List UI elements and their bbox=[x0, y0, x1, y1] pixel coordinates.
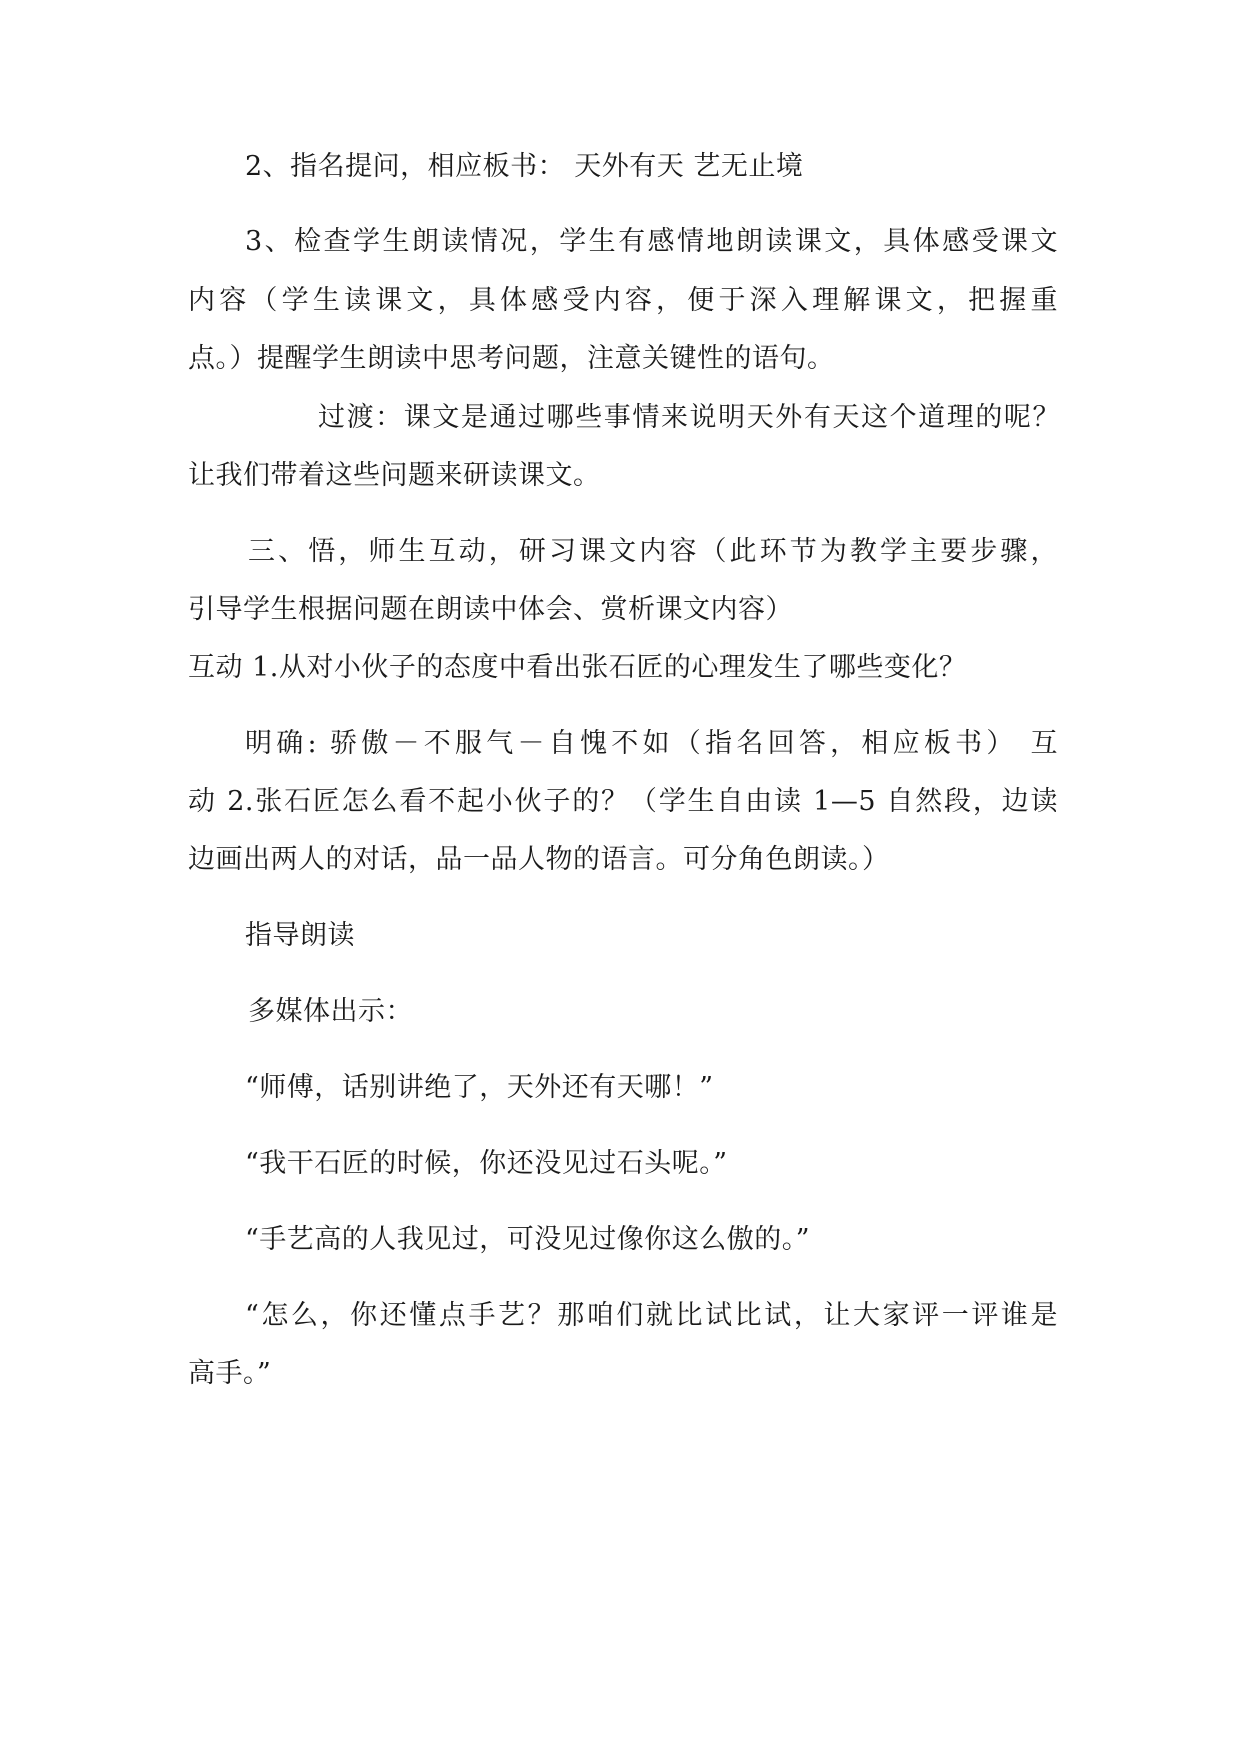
text-line: 动 2.张石匠怎么看不起小伙子的？（学生自由读 1—5 自然段，边读 bbox=[188, 786, 1058, 817]
text-line: 三、悟，师生互动，研习课文内容（此环节为教学主要步骤， bbox=[248, 536, 1058, 567]
text-line: 高手。” bbox=[188, 1358, 272, 1389]
text-line: 内容（学生读课文，具体感受内容，便于深入理解课文，把握重 bbox=[188, 285, 1058, 316]
text-line: “手艺高的人我见过，可没见过像你这么傲的。” bbox=[245, 1224, 811, 1255]
text-line: “怎么，你还懂点手艺？那咱们就比试比试，让大家评一评谁是 bbox=[245, 1300, 1058, 1331]
text-line: 引导学生根据问题在朗读中体会、赏析课文内容） bbox=[188, 594, 793, 625]
text-line: 指导朗读 bbox=[245, 920, 355, 951]
text-line: 边画出两人的对话，品一品人物的语言。可分角色朗读。） bbox=[188, 844, 890, 875]
text-line: “我干石匠的时候，你还没见过石头呢。” bbox=[245, 1148, 728, 1179]
text-line: 互动 1.从对小伙子的态度中看出张石匠的心理发生了哪些变化？ bbox=[188, 652, 967, 683]
text-line: 让我们带着这些问题来研读课文。 bbox=[188, 460, 601, 491]
text-line: 过渡：课文是通过哪些事情来说明天外有天这个道理的呢？ bbox=[318, 402, 1060, 433]
text-line: 多媒体出示： bbox=[248, 996, 413, 1027]
text-line: “师傅，话别讲绝了，天外还有天哪！” bbox=[245, 1072, 714, 1103]
text-line: 3、检查学生朗读情况，学生有感情地朗读课文，具体感受课文 bbox=[245, 226, 1058, 257]
text-line: 2、指名提问，相应板书： 天外有天 艺无止境 bbox=[245, 151, 804, 182]
text-line: 明确: 骄傲－不服气－自愧不如（指名回答，相应板书） 互 bbox=[245, 728, 1058, 759]
text-line: 点。）提醒学生朗读中思考问题，注意关键性的语句。 bbox=[188, 343, 835, 374]
